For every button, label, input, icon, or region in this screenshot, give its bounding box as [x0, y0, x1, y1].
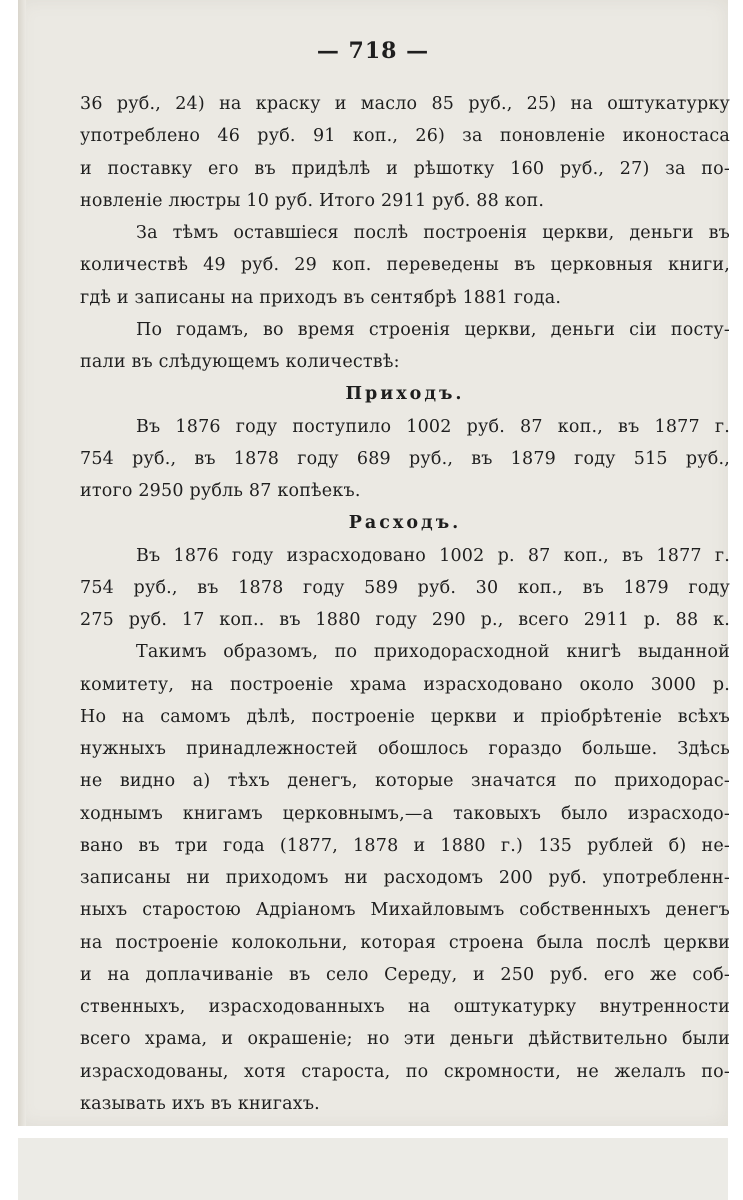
- text-line: вано въ три года (1877, 1878 и 1880 г.) 135 рублей б) не-: [80, 835, 730, 856]
- text-line: записаны ни приходомъ ни расходомъ 200 руб. употребленн-: [80, 868, 730, 888]
- book-page: [18, 0, 728, 1126]
- text-line: не видно а) тѣхъ денегъ, которые значатся по приходорас-: [80, 771, 730, 792]
- text-line: количествѣ 49 руб. 29 коп. переведены въ церковныя книги,: [80, 255, 730, 276]
- text-line: комитету, на построеніе храма израсходовано около 3000 р.: [80, 674, 730, 695]
- text-line: и на доплачиваніе въ село Середу, и 250 руб. его же соб-: [80, 964, 730, 985]
- text-line: 275 руб. 17 коп.. въ 1880 году 290 р., всего 2911 р. 88 к.: [80, 610, 730, 630]
- text-line: За тѣмъ оставшіеся послѣ построенія церкви, деньги въ: [136, 223, 730, 243]
- text-line: и поставку его въ придѣлѣ и рѣшотку 160 руб., 27) за по-: [80, 158, 730, 179]
- text-line: израсходованы, хотя староста, по скромности, не желалъ по-: [80, 1061, 730, 1082]
- next-page-edge: [18, 1138, 728, 1200]
- text-line: ныхъ старостою Адріаномъ Михайловымъ собственныхъ денегъ: [80, 900, 730, 921]
- text-line: Въ 1876 году поступило 1002 руб. 87 коп., въ 1877 г.: [136, 416, 730, 437]
- text-line: пали въ слѣдующемъ количествѣ:: [80, 352, 400, 372]
- text-line: новленіе люстры 10 руб. Итого 2911 руб. 88 коп.: [80, 190, 545, 211]
- text-line: ходнымъ книгамъ церковнымъ,—а таковыхъ было израсходо-: [80, 803, 730, 824]
- text-line: Такимъ образомъ, по приходорасходной книгѣ выданной: [136, 642, 730, 663]
- section-heading-expense: Расходъ.: [348, 513, 462, 534]
- section-heading-income: Приходъ.: [345, 384, 465, 405]
- text-line: употреблено 46 руб. 91 коп., 26) за поновленіе иконостаса: [80, 126, 730, 147]
- text-line: нужныхъ принадлежностей обошлось гораздо больше. Здѣсь: [80, 739, 730, 759]
- page-number: — 718 —: [316, 38, 430, 64]
- text-line: 36 руб., 24) на краску и масло 85 руб., 25) на оштукатурку: [80, 94, 730, 114]
- page-text: [80, 88, 730, 1120]
- text-line: всего храма, и окрашеніе; но эти деньги дѣйствительно были: [80, 1029, 730, 1050]
- text-line: на построеніе колокольни, которая строена была послѣ церкви: [80, 932, 730, 953]
- text-line: 754 руб., въ 1878 году 589 руб. 30 коп., въ 1879 году: [80, 577, 730, 598]
- text-line: гдѣ и записаны на приходъ въ сентябрѣ 1881 года.: [80, 287, 562, 308]
- text-line: итого 2950 рубль 87 копѣекъ.: [80, 481, 361, 501]
- text-line: казывать ихъ въ книгахъ.: [80, 1093, 320, 1114]
- page-edge: [18, 0, 26, 1126]
- text-line: ственныхъ, израсходованныхъ на оштукатурку внутренности: [80, 997, 730, 1017]
- text-line: Въ 1876 году израсходовано 1002 р. 87 коп., въ 1877 г.: [136, 545, 730, 566]
- text-line: Но на самомъ дѣлѣ, построеніе церкви и пріобрѣтеніе всѣхъ: [80, 706, 730, 727]
- text-line: По годамъ, во время строенія церкви, деньги сіи посту-: [136, 319, 730, 340]
- text-line: 754 руб., въ 1878 году 689 руб., въ 1879 году 515 руб.,: [80, 448, 730, 469]
